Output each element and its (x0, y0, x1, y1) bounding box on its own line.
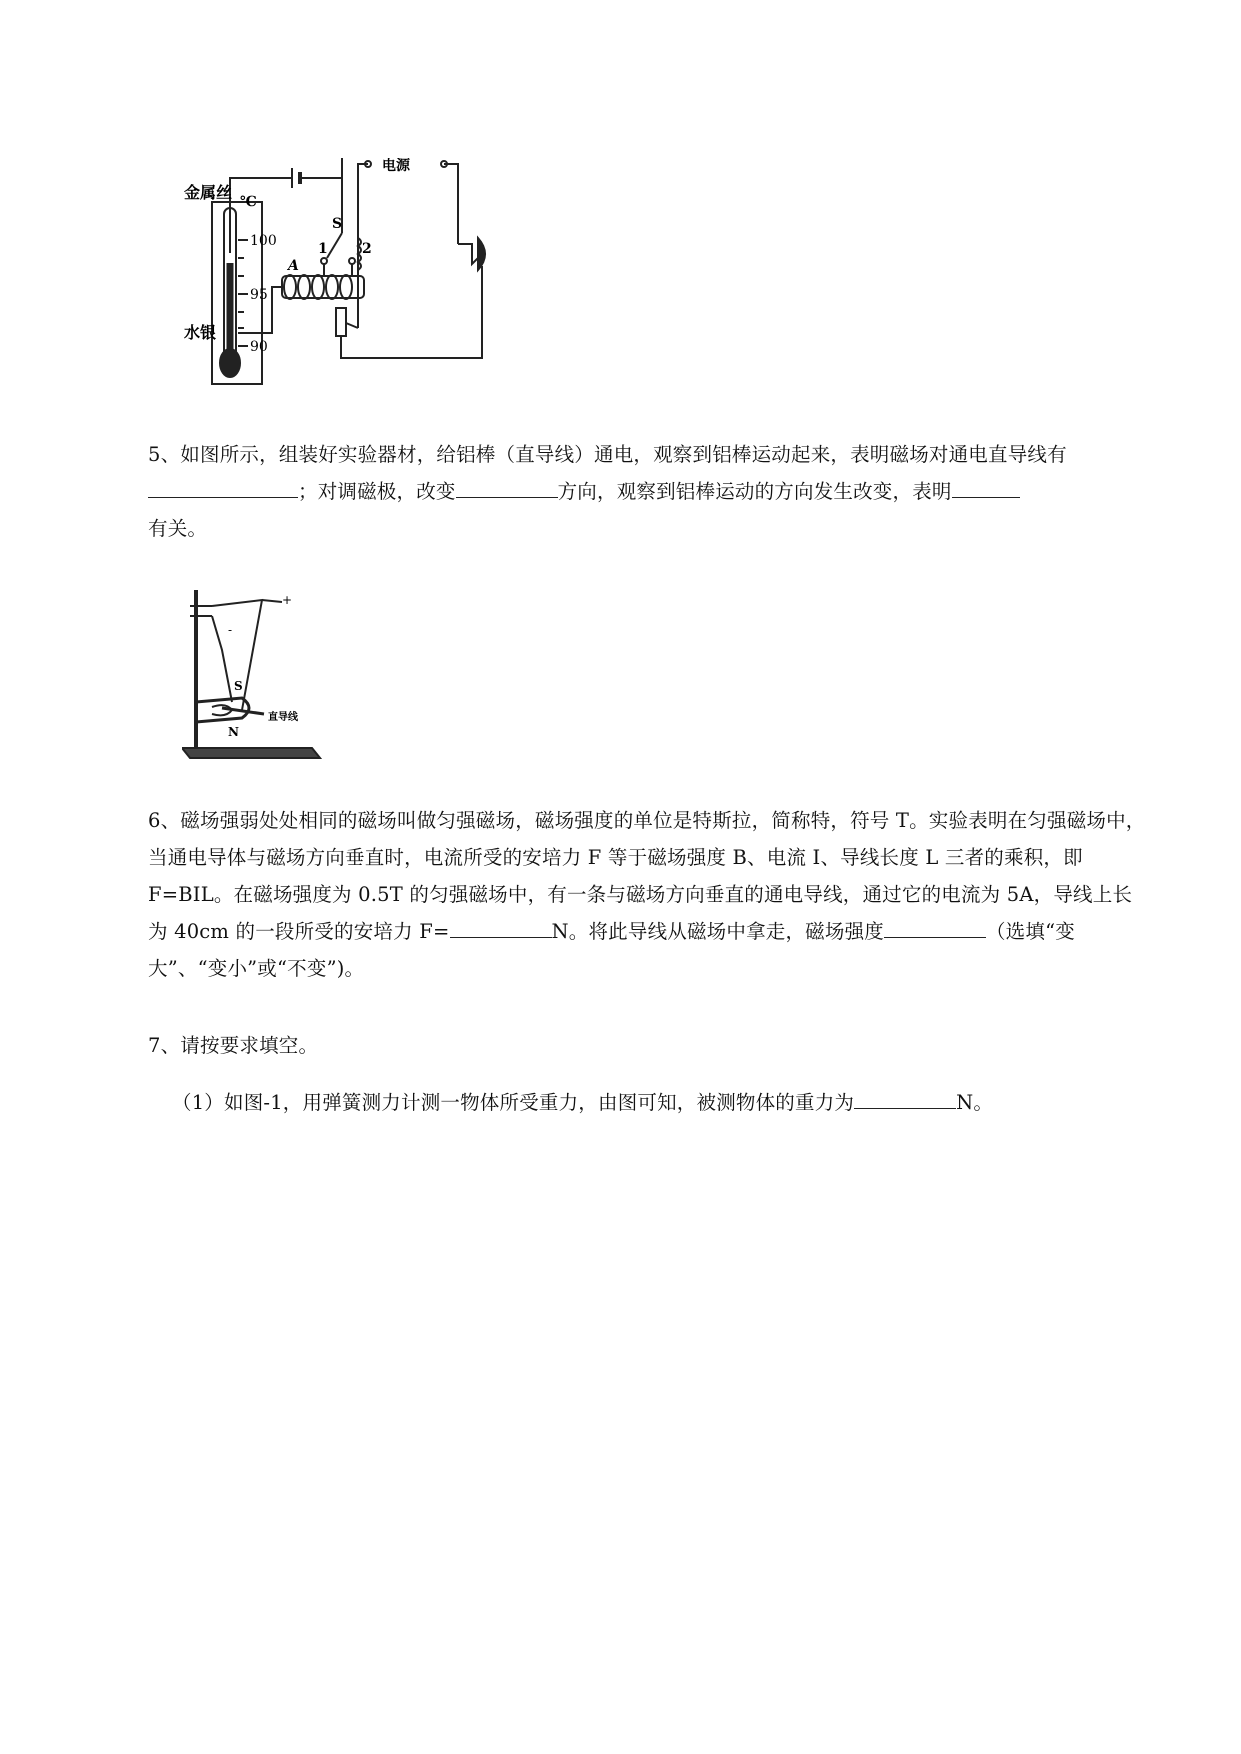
q7-sub1-text-2: N。 (956, 1091, 994, 1114)
q6-text-3: （选填“变大”、“变小”或“不变”)。 (148, 920, 1075, 980)
q6-blank-2[interactable] (884, 915, 986, 938)
q5-text-1: 5、如图所示，组装好实验器材，给铝棒（直导线）通电，观察到铝棒运动起来，表明磁场对通电直导线有 (148, 443, 1067, 466)
q6-text-2: N。将此导线从磁场中拿走，磁场强度 (551, 920, 884, 943)
tick-label-95: 95 (250, 287, 268, 303)
tick-label-100: 100 (250, 233, 277, 249)
label-metal-wire: 金属丝 (184, 183, 233, 202)
circuit-diagram (182, 158, 502, 398)
label-n-pole: N (228, 725, 239, 739)
question-6 (148, 802, 1148, 987)
label-mercury: 水银 (184, 323, 217, 342)
figure-magnet-wire (182, 590, 322, 765)
q5-blank-3[interactable] (952, 475, 1020, 498)
label-s-pole: S (234, 679, 243, 693)
q5-text-3: 方向，观察到铝棒运动的方向发生改变，表明 (557, 480, 952, 503)
base-plate (182, 748, 320, 758)
q6-text-1: 6、磁场强弱处处相同的磁场叫做匀强磁场，磁场强度的单位是特斯拉，简称特，符号 T。实验表明在匀强磁场中，当通电导体与磁场方向垂直时，电流所受的安培力 F 等于磁场强度 B、电流 I、导线长度 L 三者的乘积，即 F=BIL。在磁场强度为 0.5T 的匀强磁场中，有一条与磁场方向垂直的通电导线，通过它的电流为 5A，导线上长为 40cm 的一段所受的安培力 F= (148, 809, 1146, 943)
q7-title: 7、请按要求填空。 (148, 1034, 319, 1057)
label-contact-2: 2 (362, 241, 372, 257)
question-7-sub-1 (172, 1084, 1152, 1121)
question-7-title (148, 1027, 1148, 1064)
label-contact-1: 1 (318, 241, 328, 257)
label-minus: - (228, 623, 233, 637)
q5-blank-2[interactable] (456, 475, 558, 498)
q5-blank-1[interactable] (148, 475, 298, 498)
magnet-diagram (182, 590, 322, 765)
q6-blank-1[interactable] (450, 915, 552, 938)
label-switch: S (332, 216, 343, 232)
figure-thermostat-circuit (182, 158, 502, 398)
q5-text-4: 有关。 (148, 517, 208, 540)
label-straight-wire: 直导线 (268, 712, 298, 723)
label-power: 电源 (382, 158, 410, 174)
question-5 (148, 436, 1148, 547)
q7-sub1-text-1: （1）如图-1，用弹簧测力计测一物体所受重力，由图可知，被测物体的重力为 (172, 1091, 855, 1114)
q5-text-2: ；对调磁极，改变 (298, 480, 456, 503)
label-plus: + (282, 593, 293, 607)
q7-sub1-blank[interactable] (854, 1086, 956, 1109)
tick-label-90: 90 (250, 339, 268, 355)
label-coil: A (288, 258, 299, 274)
label-celsius: ℃ (240, 194, 257, 210)
